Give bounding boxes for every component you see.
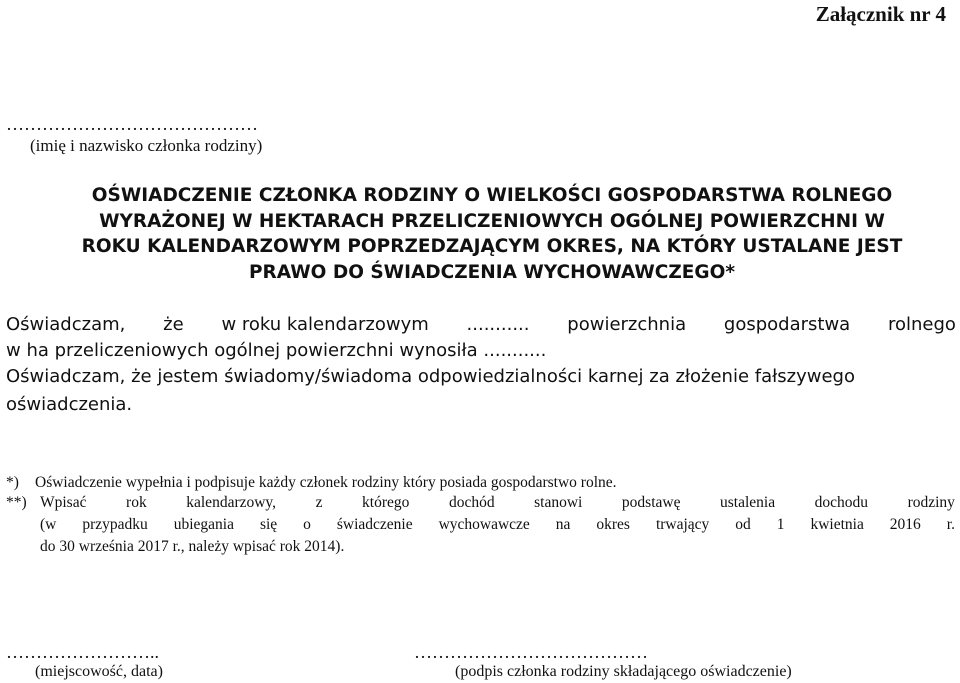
title-line: PRAWO DO ŚWIADCZENIA WYCHOWAWCZEGO* xyxy=(248,261,736,283)
footnote-word: przypadku xyxy=(82,516,148,533)
name-field-dots: …………………………………… xyxy=(6,114,258,134)
declaration-word: powierzchnia xyxy=(567,314,687,335)
footnote-2-line-2 xyxy=(40,516,955,534)
footnote-word: 2016 xyxy=(889,516,921,533)
declaration-word: że xyxy=(163,314,184,335)
footnote-word: rodziny xyxy=(907,494,955,511)
footnote-word: r. xyxy=(946,516,955,533)
footnote-word: podstawę xyxy=(621,494,681,511)
declaration-line-2: w ha przeliczeniowych ogólnej powierzchni wynosiła ........... xyxy=(6,340,547,361)
footnote-word: trwający xyxy=(655,516,710,533)
title-line: OŚWIADCZENIE CZŁONKA RODZINY O WIELKOŚCI GOSPODARSTWA ROLNEGO xyxy=(91,185,893,206)
footnote-word: kwietnia xyxy=(810,516,864,533)
footnote-word: stanowi xyxy=(534,494,583,511)
declaration-line-1 xyxy=(6,314,956,335)
footnote-word: świadczenie xyxy=(336,516,413,533)
name-field-caption: (imię i nazwisko członka rodziny) xyxy=(30,136,263,155)
footnote-word: którego xyxy=(362,494,410,511)
declaration-line-3: Oświadczam, że jestem świadomy/świadoma odpowiedzialności karnej za złożenie fałszywego xyxy=(6,366,855,387)
footnote-word: ubiegania xyxy=(173,516,234,533)
footnote-word: na xyxy=(555,516,571,533)
place-date-caption: (miejscowość, data) xyxy=(35,663,163,680)
signature-dots: ………………………………… xyxy=(414,642,648,662)
footnote-2-line-1 xyxy=(40,494,955,512)
title-line: ROKU KALENDARZOWYM POPRZEDZAJĄCYM OKRES, NA KTÓRY USTALANE JEST xyxy=(81,236,903,257)
footnote-1-mark: *) xyxy=(6,474,19,491)
footnote-word: z xyxy=(315,494,323,511)
declaration-word: gospodarstwa xyxy=(723,314,851,335)
footnote-word: okres xyxy=(596,516,630,533)
declaration-word: w roku kalendarzowym xyxy=(221,314,429,335)
footnote-word: 1 xyxy=(776,516,785,533)
declaration-word: rolnego xyxy=(887,314,956,335)
footnote-2-line-3: do 30 września 2017 r., należy wpisać rok 2014). xyxy=(40,538,345,555)
footnote-word: się xyxy=(259,516,278,533)
footnote-word: dochód xyxy=(448,494,495,511)
year-blank: ........... xyxy=(466,314,530,335)
declaration-title xyxy=(22,183,960,285)
attachment-label: Załącznik nr 4 xyxy=(815,2,946,26)
footnote-word: Wpisać xyxy=(40,494,87,511)
signature-caption: (podpis członka rodziny składającego oświadczenie) xyxy=(455,663,792,680)
title-line: WYRAŻONEJ W HEKTARACH PRZELICZENIOWYCH OGÓLNEJ POWIERZCHNI W xyxy=(99,210,885,232)
footnote-1-text: Oświadczenie wypełnia i podpisuje każdy członek rodziny który posiada gospodarstwo rolne. xyxy=(35,474,617,491)
footnote-word: kalendarzowy, xyxy=(186,494,277,511)
footnote-word: ustalenia xyxy=(720,494,776,511)
footnote-word: dochodu xyxy=(814,494,869,511)
footnote-word: (w xyxy=(40,516,57,533)
footnote-word: rok xyxy=(126,494,147,511)
declaration-word: Oświadczam, xyxy=(6,314,126,335)
declaration-line-4: oświadczenia. xyxy=(6,394,133,415)
footnote-word: od xyxy=(735,516,751,533)
footnote-word: o xyxy=(303,516,311,533)
place-date-dots: …………………….. xyxy=(6,642,159,662)
footnote-word: wychowawcze xyxy=(438,516,530,533)
footnote-2-mark: **) xyxy=(6,494,27,511)
